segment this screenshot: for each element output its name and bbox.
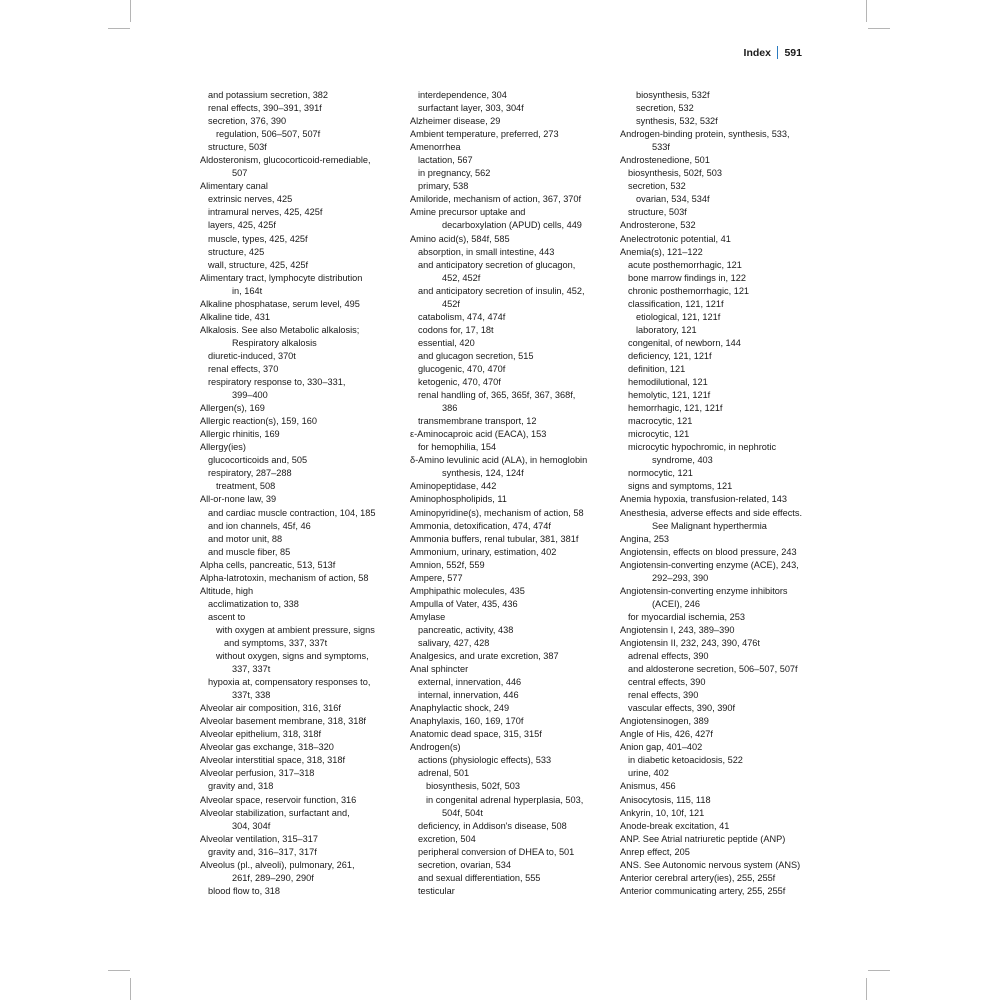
- index-entry: 533f: [652, 142, 670, 153]
- index-entry: and cardiac muscle contraction, 104, 185: [208, 507, 376, 518]
- index-entry: Angiotensin-converting enzyme inhibitors: [620, 585, 788, 596]
- index-entry: Angiotensin-converting enzyme (ACE), 243,: [620, 559, 799, 570]
- index-entry: congenital, of newborn, 144: [628, 337, 741, 348]
- index-entry: regulation, 506–507, 507f: [216, 129, 321, 140]
- crop-mark-top-right-h: [868, 28, 890, 29]
- index-entry: and sexual differentiation, 555: [418, 872, 541, 883]
- index-entry: in, 164t: [232, 285, 263, 296]
- index-entry: etiological, 121, 121f: [636, 311, 721, 322]
- index-entry: Amnion, 552f, 559: [410, 559, 485, 570]
- index-entry: Aminophospholipids, 11: [410, 494, 507, 505]
- index-entry: (ACEI), 246: [652, 598, 700, 609]
- index-entry: structure, 503f: [628, 207, 687, 218]
- index-entry: acute posthemorrhagic, 121: [628, 259, 742, 270]
- index-entry: gravity and, 318: [208, 781, 274, 792]
- index-entry: diuretic-induced, 370t: [208, 350, 296, 361]
- index-entry: adrenal, 501: [418, 768, 470, 779]
- index-entry: Alveolar perfusion, 317–318: [200, 768, 315, 779]
- index-entry: and anticipatory secretion of glucagon,: [418, 259, 576, 270]
- index-entry: lactation, 567: [418, 155, 473, 166]
- index-entry: secretion, 376, 390: [208, 116, 287, 127]
- index-entry: with oxygen at ambient pressure, signs: [216, 624, 375, 635]
- index-entry: Angiotensin, effects on blood pressure, 243: [620, 546, 797, 557]
- index-entry: Ammonia buffers, renal tubular, 381, 381f: [410, 533, 579, 544]
- index-entry: internal, innervation, 446: [418, 690, 519, 701]
- index-entry: muscle, types, 425, 425f: [208, 233, 308, 244]
- index-entry: ANS. See Autonomic nervous system (ANS): [620, 859, 801, 870]
- index-entry: Anemia hypoxia, transfusion-related, 143: [620, 494, 788, 505]
- index-entry: 452, 452f: [442, 272, 481, 283]
- crop-mark-bottom-left: [130, 978, 131, 1000]
- index-entry: renal effects, 370: [208, 363, 279, 374]
- index-column-1: [200, 89, 405, 898]
- index-entry: absorption, in small intestine, 443: [418, 246, 555, 257]
- index-entry: definition, 121: [628, 363, 686, 374]
- index-entry: actions (physiologic effects), 533: [418, 755, 552, 766]
- index-entry: and aldosterone secretion, 506–507, 507f: [628, 664, 798, 675]
- index-entry: Anelectrotonic potential, 41: [620, 233, 731, 244]
- index-entry: 261f, 289–290, 290f: [232, 872, 314, 883]
- index-entry: Anismus, 456: [620, 781, 676, 792]
- index-entry: primary, 538: [418, 181, 469, 192]
- index-entry: Angina, 253: [620, 533, 670, 544]
- index-entry: for myocardial ischemia, 253: [628, 611, 745, 622]
- crop-mark-top-left: [130, 0, 131, 22]
- index-entry: macrocytic, 121: [628, 416, 693, 427]
- index-entry: Alpha-latrotoxin, mechanism of action, 58: [200, 572, 369, 583]
- index-entry: Angiotensin II, 232, 243, 390, 476t: [620, 637, 760, 648]
- index-entry: renal effects, 390–391, 391f: [208, 103, 322, 114]
- index-entry: Alimentary tract, lymphocyte distribution: [200, 272, 363, 283]
- index-entry: Anemia(s), 121–122: [620, 246, 703, 257]
- index-entry: catabolism, 474, 474f: [418, 311, 506, 322]
- index-entry: Alveolus (pl., alveoli), pulmonary, 261,: [200, 859, 355, 870]
- index-entry: secretion, 532: [628, 181, 686, 192]
- index-entry: Aldosteronism, glucocorticoid-remediable,: [200, 155, 371, 166]
- index-entry: Ammonium, urinary, estimation, 402: [410, 546, 557, 557]
- index-entry: gravity and, 316–317, 317f: [208, 846, 317, 857]
- index-entry: Amine precursor uptake and: [410, 207, 526, 218]
- index-entry: 399–400: [232, 390, 268, 401]
- index-entry: synthesis, 124, 124f: [442, 468, 524, 479]
- index-entry: Angle of His, 426, 427f: [620, 729, 713, 740]
- page-number: 591: [784, 46, 802, 59]
- index-entry: glucocorticoids and, 505: [208, 455, 308, 466]
- index-entry: Angiotensinogen, 389: [620, 716, 709, 727]
- index-entry: and ion channels, 45f, 46: [208, 520, 311, 531]
- index-entry: laboratory, 121: [636, 324, 697, 335]
- index-entry: Androstenedione, 501: [620, 155, 710, 166]
- index-column-2: [410, 89, 615, 898]
- index-column-3: [620, 89, 825, 898]
- index-entry: Ammonia, detoxification, 474, 474f: [410, 520, 551, 531]
- index-entry: Allergic rhinitis, 169: [200, 429, 280, 440]
- index-entry: layers, 425, 425f: [208, 220, 276, 231]
- index-entry: respiratory response to, 330–331,: [208, 377, 346, 388]
- index-entry: 337, 337t: [232, 664, 271, 675]
- index-entry: hemorrhagic, 121, 121f: [628, 403, 723, 414]
- index-entry: syndrome, 403: [652, 455, 713, 466]
- index-entry: and anticipatory secretion of insulin, 452,: [418, 285, 585, 296]
- index-entry: chronic posthemorrhagic, 121: [628, 285, 750, 296]
- index-entry: 507: [232, 168, 248, 179]
- index-entry: renal effects, 390: [628, 690, 699, 701]
- index-entry: Ankyrin, 10, 10f, 121: [620, 807, 705, 818]
- index-entry: decarboxylation (APUD) cells, 449: [442, 220, 582, 231]
- index-entry: and motor unit, 88: [208, 533, 283, 544]
- index-entry: excretion, 504: [418, 833, 476, 844]
- index-entry: secretion, ovarian, 534: [418, 859, 511, 870]
- index-entry: and potassium secretion, 382: [208, 90, 329, 100]
- index-entry: Anesthesia, adverse effects and side effects.: [620, 507, 802, 518]
- index-entry: and symptoms, 337, 337t: [224, 637, 328, 648]
- index-entry: Anion gap, 401–402: [620, 742, 703, 753]
- index-entry: without oxygen, signs and symptoms,: [216, 651, 369, 662]
- crop-mark-bottom-right: [866, 978, 867, 1000]
- index-entry: microcytic, 121: [628, 429, 690, 440]
- index-entry: Respiratory alkalosis: [232, 337, 317, 348]
- index-entry: deficiency, 121, 121f: [628, 350, 712, 361]
- index-entry: hemolytic, 121, 121f: [628, 390, 711, 401]
- index-entry: microcytic hypochromic, in nephrotic: [628, 442, 777, 453]
- index-entry: Anaphylaxis, 160, 169, 170f: [410, 716, 524, 727]
- index-entry: signs and symptoms, 121: [628, 481, 733, 492]
- index-entry: Alveolar basement membrane, 318, 318f: [200, 716, 366, 727]
- index-entry: Altitude, high: [200, 585, 254, 596]
- index-entry: Angiotensin I, 243, 389–390: [620, 624, 735, 635]
- index-entry: central effects, 390: [628, 677, 706, 688]
- index-entry: Androgen-binding protein, synthesis, 533,: [620, 129, 790, 140]
- index-entry: Analgesics, and urate excretion, 387: [410, 651, 559, 662]
- index-entry: vascular effects, 390, 390f: [628, 703, 736, 714]
- index-entry: hypoxia at, compensatory responses to,: [208, 677, 371, 688]
- index-entry: treatment, 508: [216, 481, 276, 492]
- index-entry: adrenal effects, 390: [628, 651, 709, 662]
- index-entry: All-or-none law, 39: [200, 494, 277, 505]
- index-entry: respiratory, 287–288: [208, 468, 292, 479]
- index-entry: Alkaline phosphatase, serum level, 495: [200, 298, 360, 309]
- index-entry: Alzheimer disease, 29: [410, 116, 501, 127]
- index-entry: structure, 503f: [208, 142, 267, 153]
- index-entry: Aminopyridine(s), mechanism of action, 58: [410, 507, 584, 518]
- index-entry: ANP. See Atrial natriuretic peptide (ANP): [620, 833, 786, 844]
- index-entry: Anatomic dead space, 315, 315f: [410, 729, 542, 740]
- index-entry: 304, 304f: [232, 820, 271, 831]
- index-entry: Alkalosis. See also Metabolic alkalosis;: [200, 324, 360, 335]
- index-entry: biosynthesis, 502f, 503: [628, 168, 722, 179]
- index-entry: Ambient temperature, preferred, 273: [410, 129, 559, 140]
- crop-mark-top-right: [866, 0, 867, 22]
- index-entry: essential, 420: [418, 337, 475, 348]
- index-entry: Anisocytosis, 115, 118: [620, 794, 711, 805]
- index-entry: biosynthesis, 532f: [636, 90, 710, 100]
- index-entry: δ-Amino levulinic acid (ALA), in hemoglobin: [410, 455, 588, 466]
- index-entry: classification, 121, 121f: [628, 298, 724, 309]
- index-entry: Alkaline tide, 431: [200, 311, 270, 322]
- index-entry: codons for, 17, 18t: [418, 324, 494, 335]
- index-entry: 386: [442, 403, 458, 414]
- index-entry: Alveolar air composition, 316, 316f: [200, 703, 341, 714]
- crop-mark-bottom-left-h: [108, 970, 130, 971]
- index-entry: pancreatic, activity, 438: [418, 624, 514, 635]
- index-entry: Androsterone, 532: [620, 220, 696, 231]
- index-entry: 292–293, 390: [652, 572, 709, 583]
- index-entry: deficiency, in Addison's disease, 508: [418, 820, 567, 831]
- index-entry: in pregnancy, 562: [418, 168, 491, 179]
- index-entry: salivary, 427, 428: [418, 637, 490, 648]
- index-entry: Amphipathic molecules, 435: [410, 585, 525, 596]
- index-entry: transmembrane transport, 12: [418, 416, 537, 427]
- index-entry: Allergy(ies): [200, 442, 246, 453]
- index-entry: intramural nerves, 425, 425f: [208, 207, 323, 218]
- index-entry: for hemophilia, 154: [418, 442, 497, 453]
- index-entry: extrinsic nerves, 425: [208, 194, 293, 205]
- index-entry: testicular: [418, 885, 455, 896]
- index-entry: and glucagon secretion, 515: [418, 350, 534, 361]
- index-entry: Alveolar space, reservoir function, 316: [200, 794, 357, 805]
- index-entry: See Malignant hyperthermia: [652, 520, 767, 531]
- index-entry: synthesis, 532, 532f: [636, 116, 718, 127]
- index-entry: Ampere, 577: [410, 572, 463, 583]
- index-entry: in diabetic ketoacidosis, 522: [628, 755, 743, 766]
- running-header: [744, 46, 802, 59]
- index-entry: Alveolar epithelium, 318, 318f: [200, 729, 322, 740]
- index-entry: Allergen(s), 169: [200, 403, 265, 414]
- index-entry: Alveolar ventilation, 315–317: [200, 833, 318, 844]
- header-separator: [777, 46, 779, 59]
- index-entry: Anal sphincter: [410, 664, 469, 675]
- crop-mark-top-left-h: [108, 28, 130, 29]
- index-entry: hemodilutional, 121: [628, 377, 708, 388]
- index-entry: 337t, 338: [232, 690, 271, 701]
- index-entry: Ampulla of Vater, 435, 436: [410, 598, 518, 609]
- index-entry: Anterior cerebral artery(ies), 255, 255f: [620, 872, 776, 883]
- index-entry: ovarian, 534, 534f: [636, 194, 710, 205]
- index-entry: 504f, 504t: [442, 807, 483, 818]
- index-entry: Amino acid(s), 584f, 585: [410, 233, 510, 244]
- index-entry: secretion, 532: [636, 103, 694, 114]
- index-entry: 452f: [442, 298, 460, 309]
- index-entry: Anterior communicating artery, 255, 255f: [620, 885, 786, 896]
- index-entry: Alimentary canal: [200, 181, 268, 192]
- index-entry: normocytic, 121: [628, 468, 693, 479]
- index-entry: Aminopeptidase, 442: [410, 481, 497, 492]
- index-entry: glucogenic, 470, 470f: [418, 363, 506, 374]
- index-entry: bone marrow findings in, 122: [628, 272, 746, 283]
- index-entry: Amiloride, mechanism of action, 367, 370f: [410, 194, 582, 205]
- index-entry: Anaphylactic shock, 249: [410, 703, 510, 714]
- index-entry: Alveolar stabilization, surfactant and,: [200, 807, 350, 818]
- index-entry: Allergic reaction(s), 159, 160: [200, 416, 317, 427]
- index-entry: wall, structure, 425, 425f: [208, 259, 309, 270]
- index-entry: Alveolar gas exchange, 318–320: [200, 742, 334, 753]
- index-entry: peripheral conversion of DHEA to, 501: [418, 846, 575, 857]
- index-entry: Alpha cells, pancreatic, 513, 513f: [200, 559, 336, 570]
- index-entry: external, innervation, 446: [418, 677, 522, 688]
- section-title: Index: [743, 46, 771, 59]
- index-entry: urine, 402: [628, 768, 669, 779]
- index-entry: Anode-break excitation, 41: [620, 820, 730, 831]
- index-entry: ε-Aminocaproic acid (EACA), 153: [410, 429, 547, 440]
- index-entry: interdependence, 304: [418, 90, 507, 100]
- index-entry: Androgen(s): [410, 742, 461, 753]
- index-entry: surfactant layer, 303, 304f: [418, 103, 524, 114]
- index-entry: and muscle fiber, 85: [208, 546, 291, 557]
- crop-mark-bottom-right-h: [868, 970, 890, 971]
- index-entry: blood flow to, 318: [208, 885, 281, 896]
- index-entry: Alveolar interstitial space, 318, 318f: [200, 755, 346, 766]
- index-entry: Anrep effect, 205: [620, 846, 690, 857]
- index-entry: structure, 425: [208, 246, 265, 257]
- index-entry: ascent to: [208, 611, 246, 622]
- index-entry: acclimatization to, 338: [208, 598, 299, 609]
- index-entry: biosynthesis, 502f, 503: [426, 781, 520, 792]
- index-entry: Amylase: [410, 611, 446, 622]
- index-entry: in congenital adrenal hyperplasia, 503,: [426, 794, 584, 805]
- index-entry: ketogenic, 470, 470f: [418, 377, 501, 388]
- index-entry: Amenorrhea: [410, 142, 461, 153]
- index-entry: renal handling of, 365, 365f, 367, 368f,: [418, 390, 576, 401]
